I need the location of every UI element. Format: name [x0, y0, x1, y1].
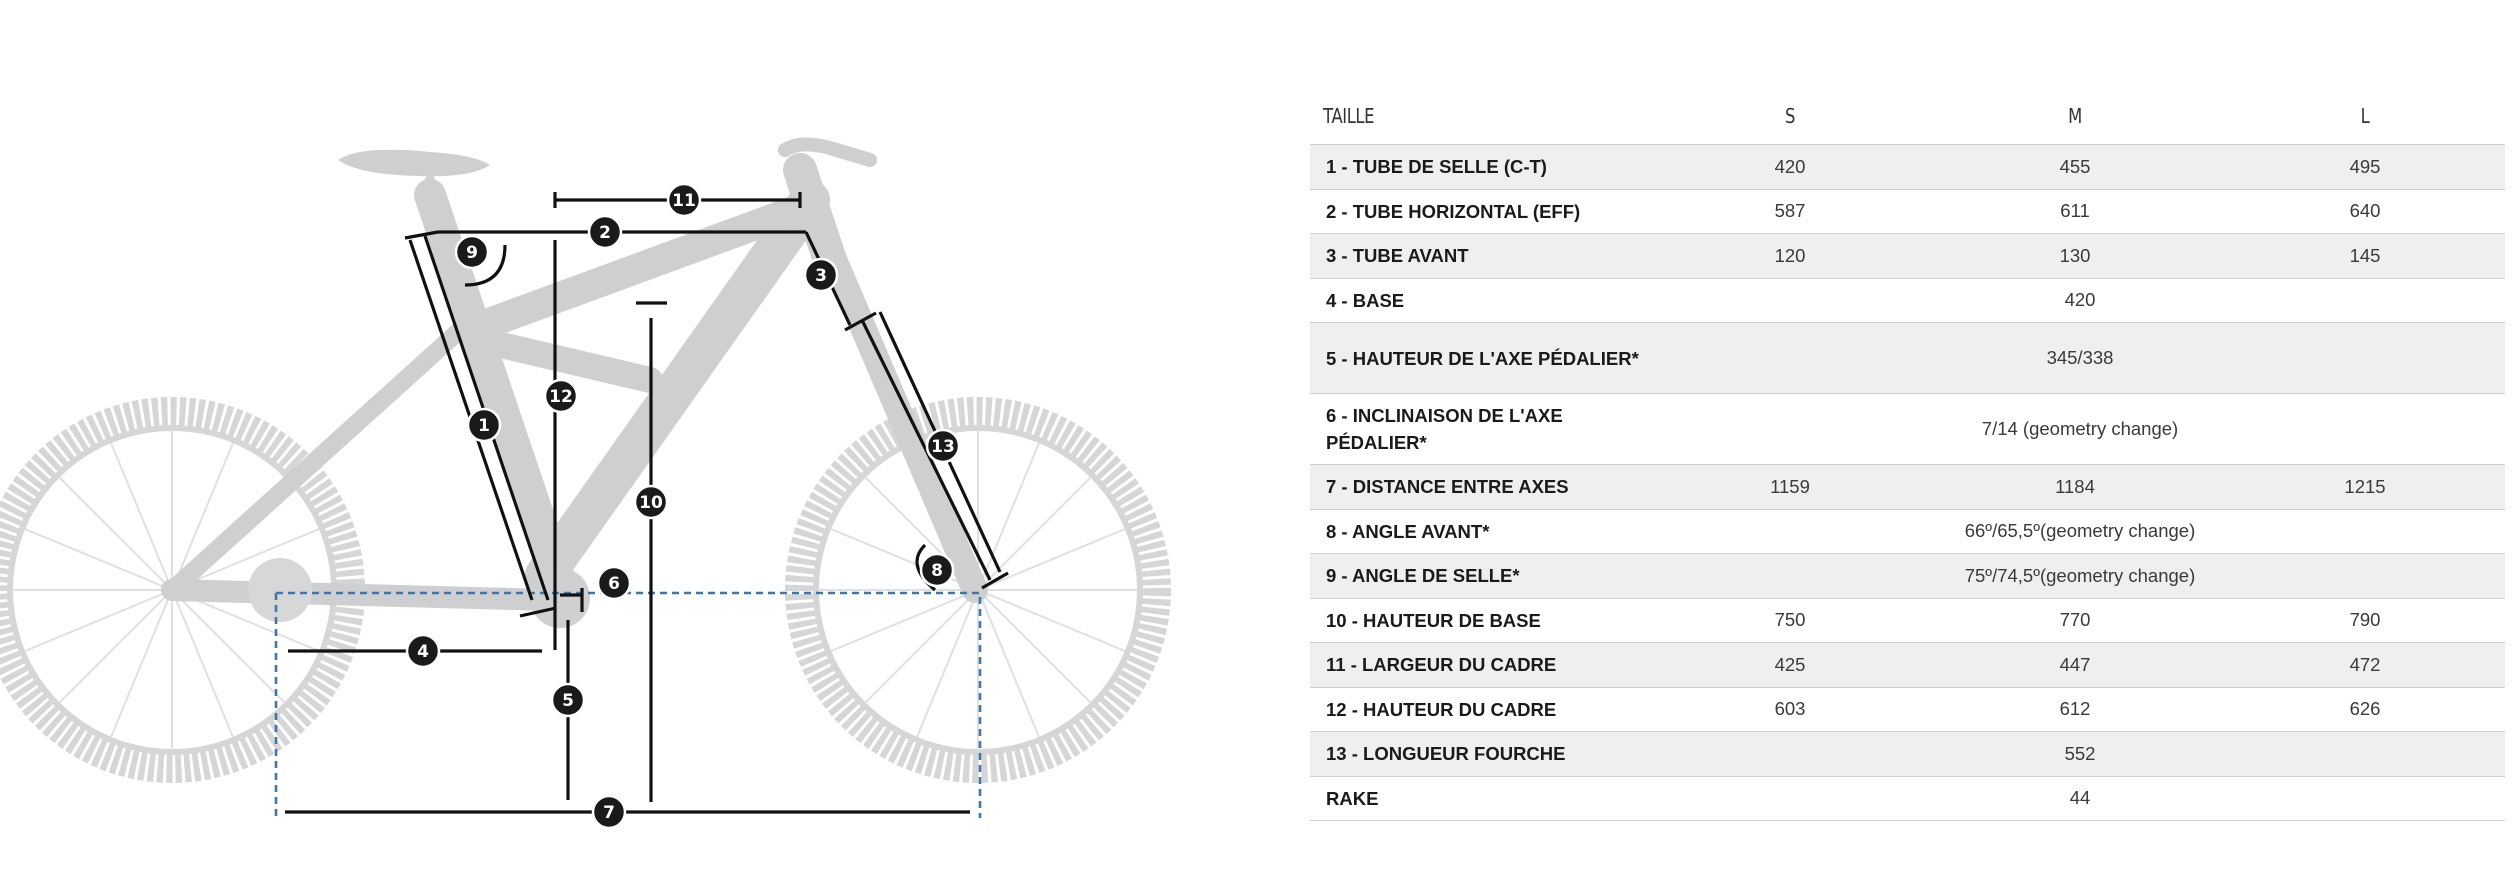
table-row — [1310, 189, 2505, 234]
cell-merged: 7/14 (geometry change) — [1655, 394, 2505, 465]
cell-s: 120 — [1655, 234, 1925, 279]
row-label: 10 - HAUTEUR DE BASE — [1310, 598, 1655, 643]
axle-reference-box — [276, 593, 980, 818]
cell-s: 587 — [1655, 189, 1925, 234]
callout-2 — [589, 216, 621, 248]
svg-text:1: 1 — [478, 416, 490, 436]
callout-12 — [545, 380, 577, 412]
table-row — [1310, 234, 2505, 279]
cell-merged: 75º/74,5º(geometry change) — [1655, 554, 2505, 599]
callout-10 — [635, 486, 667, 518]
table-row — [1310, 732, 2505, 777]
row-label: RAKE — [1310, 776, 1655, 821]
header-size-s: S — [1679, 88, 1900, 145]
table-row — [1310, 509, 2505, 554]
cell-m: 612 — [1925, 687, 2225, 732]
cell-m: 1184 — [1925, 465, 2225, 510]
cell-m: 455 — [1925, 145, 2225, 190]
callout-11 — [668, 184, 700, 216]
row-label: 9 - ANGLE DE SELLE* — [1310, 554, 1655, 599]
cell-merged: 552 — [1655, 732, 2505, 777]
svg-text:6: 6 — [608, 574, 620, 594]
callout-9 — [456, 236, 488, 268]
row-label: 8 - ANGLE AVANT* — [1310, 509, 1655, 554]
cell-s: 1159 — [1655, 465, 1925, 510]
callout-3 — [805, 259, 837, 291]
row-label: 4 - BASE — [1310, 278, 1655, 323]
callout-4 — [407, 635, 439, 667]
header-size-l: L — [2250, 88, 2480, 145]
svg-text:4: 4 — [417, 642, 429, 662]
row-label: 12 - HAUTEUR DU CADRE — [1310, 687, 1655, 732]
table-row — [1310, 394, 2505, 465]
cell-s: 603 — [1655, 687, 1925, 732]
svg-text:2: 2 — [599, 223, 611, 243]
svg-text:8: 8 — [931, 561, 943, 581]
cell-s: 425 — [1655, 643, 1925, 688]
table-row — [1310, 554, 2505, 599]
table-row — [1310, 598, 2505, 643]
svg-text:12: 12 — [549, 387, 573, 407]
svg-text:7: 7 — [603, 803, 615, 823]
svg-text:5: 5 — [562, 691, 574, 711]
table-row — [1310, 643, 2505, 688]
cell-l: 790 — [2225, 598, 2505, 643]
callout-8 — [921, 554, 953, 586]
table-row — [1310, 323, 2505, 394]
row-label: 7 - DISTANCE ENTRE AXES — [1310, 465, 1655, 510]
callout-6 — [598, 567, 630, 599]
table-header-row — [1310, 88, 2505, 145]
row-label: 1 - TUBE DE SELLE (C-T) — [1310, 145, 1655, 190]
svg-text:10: 10 — [639, 493, 663, 513]
cell-m: 770 — [1925, 598, 2225, 643]
row-label: 6 - INCLINAISON DE L'AXE PÉDALIER* — [1310, 394, 1655, 465]
bike-silhouette — [0, 144, 1156, 768]
header-size-m: M — [1952, 88, 2198, 145]
table-row — [1310, 465, 2505, 510]
row-label: 11 - LARGEUR DU CADRE — [1310, 643, 1655, 688]
table-row — [1310, 687, 2505, 732]
cell-s: 420 — [1655, 145, 1925, 190]
cell-l: 626 — [2225, 687, 2505, 732]
cell-l: 145 — [2225, 234, 2505, 279]
table-row — [1310, 145, 2505, 190]
svg-text:11: 11 — [672, 191, 696, 211]
table-row — [1310, 278, 2505, 323]
svg-text:3: 3 — [815, 266, 827, 286]
callout-5 — [552, 684, 584, 716]
cell-m: 130 — [1925, 234, 2225, 279]
callout-13 — [927, 430, 959, 462]
row-label: 5 - HAUTEUR DE L'AXE PÉDALIER* — [1310, 323, 1655, 394]
cell-merged: 66º/65,5º(geometry change) — [1655, 509, 2505, 554]
cell-merged: 345/338 — [1655, 323, 2505, 394]
cell-l: 640 — [2225, 189, 2505, 234]
callout-1 — [468, 409, 500, 441]
cell-l: 1215 — [2225, 465, 2505, 510]
table-row — [1310, 776, 2505, 821]
row-label: 2 - TUBE HORIZONTAL (EFF) — [1310, 189, 1655, 234]
row-label: 13 - LONGUEUR FOURCHE — [1310, 732, 1655, 777]
cell-merged: 420 — [1655, 278, 2505, 323]
cell-l: 472 — [2225, 643, 2505, 688]
svg-text:9: 9 — [466, 243, 478, 263]
geometry-table — [1310, 88, 2505, 821]
cell-m: 447 — [1925, 643, 2225, 688]
cell-s: 750 — [1655, 598, 1925, 643]
cell-m: 611 — [1925, 189, 2225, 234]
row-label: 3 - TUBE AVANT — [1310, 234, 1655, 279]
cell-merged: 44 — [1655, 776, 2505, 821]
callout-7 — [593, 796, 625, 828]
header-size-label: TAILLE — [1310, 88, 1593, 145]
svg-text:13: 13 — [931, 437, 955, 457]
cell-l: 495 — [2225, 145, 2505, 190]
